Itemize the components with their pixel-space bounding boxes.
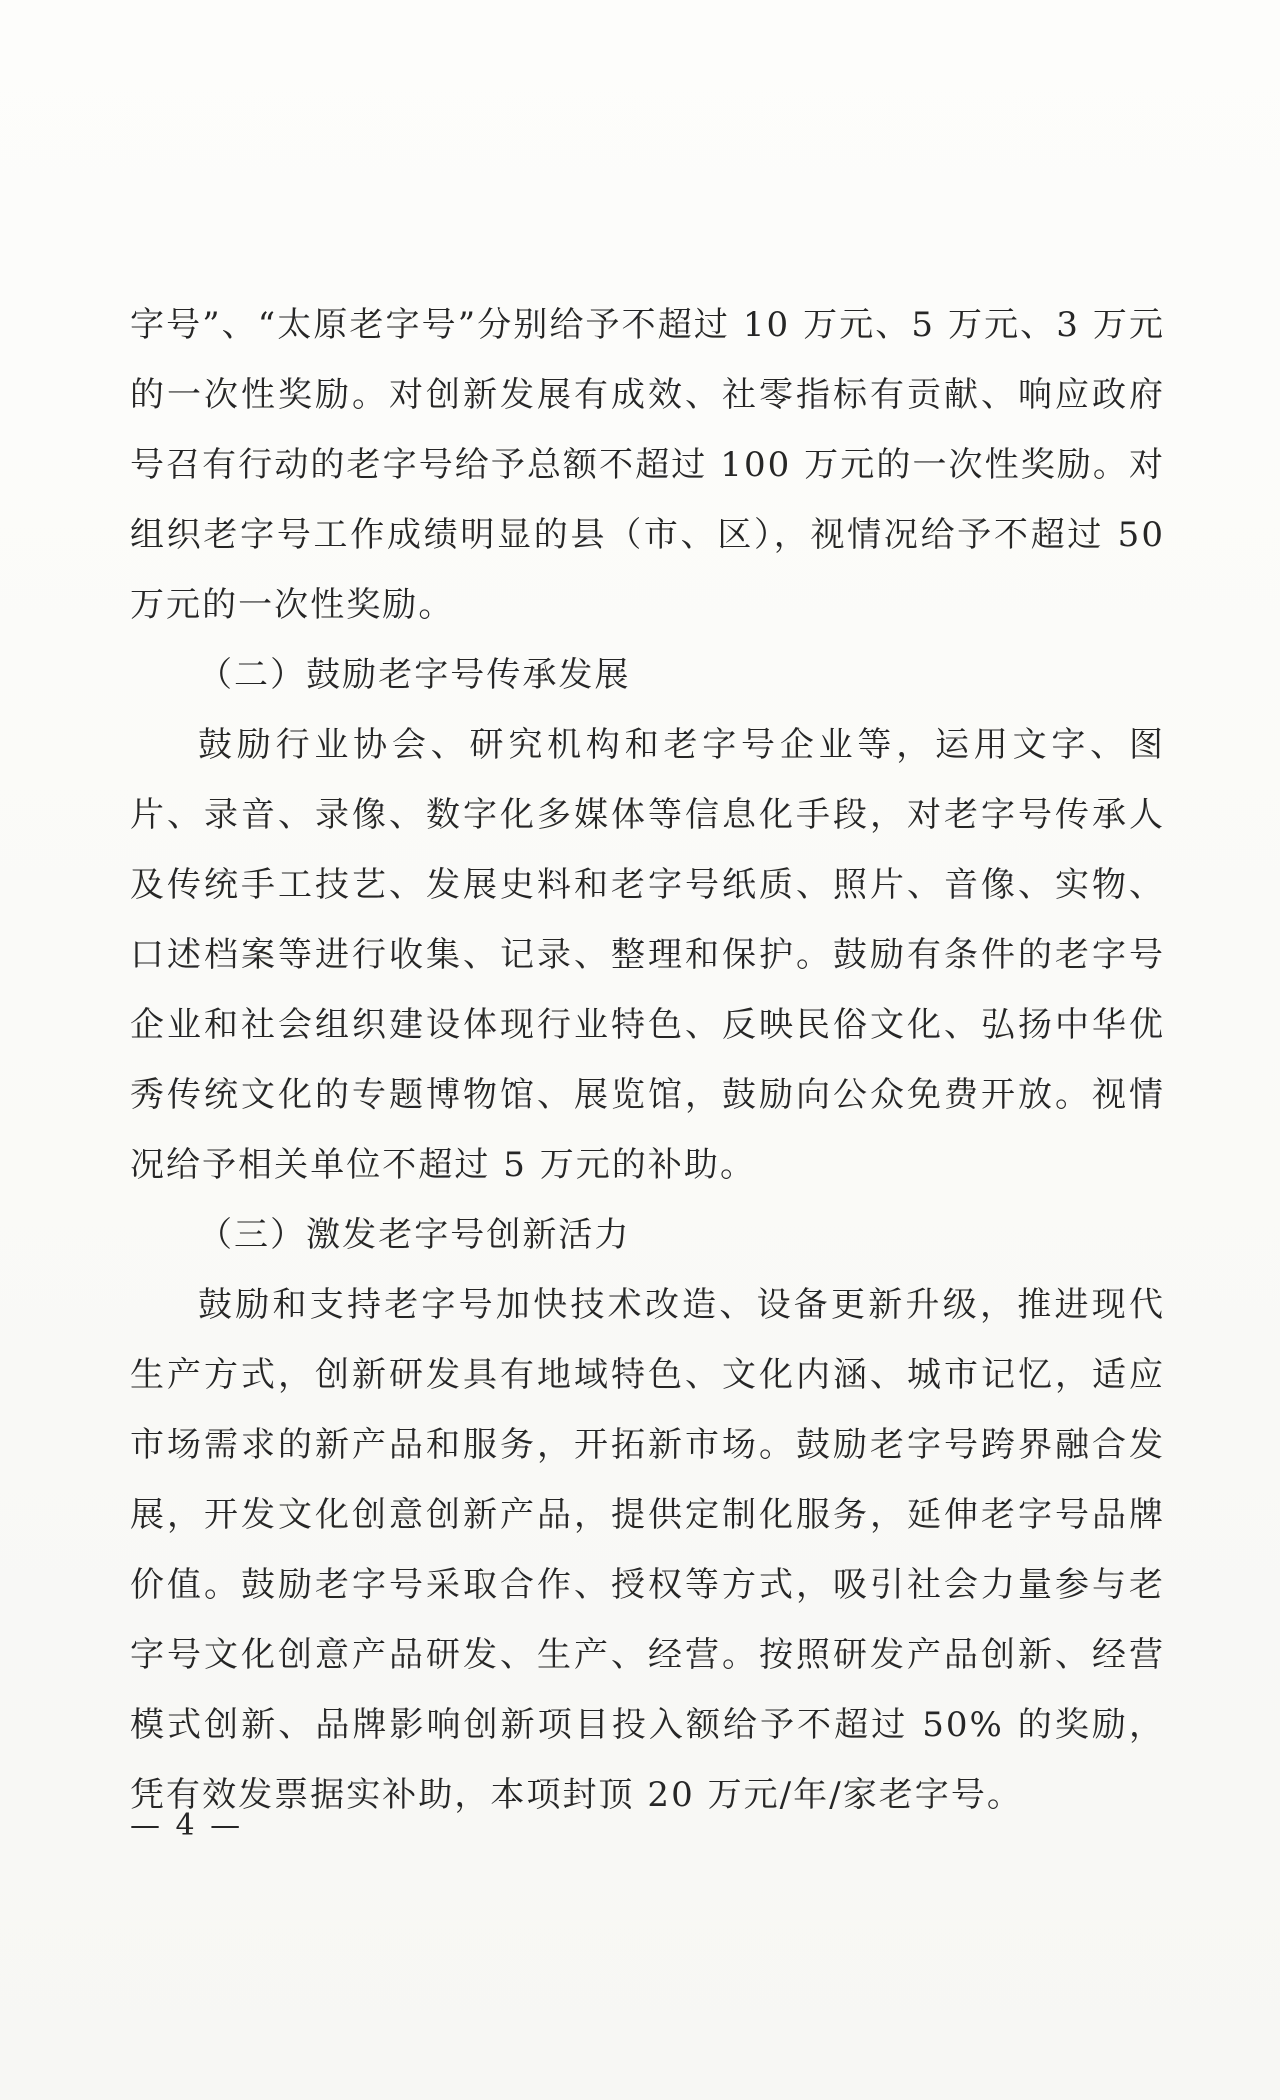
paragraph-continuation: 字号”、“太原老字号”分别给予不超过 10 万元、5 万元、3 万元的一次性奖励。对创新发展有成效、社零指标有贡献、响应政府号召有行动的老字号给予总额不超过 100 万元的一次性奖励。对组织老字号工作成绩明显的县（市、区），视情况给予不超过 50 万元的一次性奖励。 xyxy=(130,305,1165,625)
paragraph-innovation: 鼓励和支持老字号加快技术改造、设备更新升级，推进现代生产方式，创新研发具有地域特色、文化内涵、城市记忆，适应市场需求的新产品和服务，开拓新市场。鼓励老字号跨界融合发展，开发文化创意创新产品，提供定制化服务，延伸老字号品牌价值。鼓励老字号采取合作、授权等方式，吸引社会力量参与老字号文化创意产品研发、生产、经营。按照研发产品创新、经营模式创新、品牌影响创新项目投入额给予不超过 50% 的奖励，凭有效发票据实补助，本项封顶 20 万元/年/家老字号。 xyxy=(130,1285,1165,1815)
section-heading-2: （二）鼓励老字号传承发展 xyxy=(198,655,631,695)
section-heading-3: （三）激发老字号创新活力 xyxy=(198,1215,631,1255)
page-number: — 4 — xyxy=(130,1808,244,1843)
document-body xyxy=(130,290,1165,1830)
paragraph-heritage: 鼓励行业协会、研究机构和老字号企业等，运用文字、图片、录音、录像、数字化多媒体等信息化手段，对老字号传承人及传统手工技艺、发展史料和老字号纸质、照片、音像、实物、口述档案等进行收集、记录、整理和保护。鼓励有条件的老字号企业和社会组织建设体现行业特色、反映民俗文化、弘扬中华优秀传统文化的专题博物馆、展览馆，鼓励向公众免费开放。视情况给予相关单位不超过 5 万元的补助。 xyxy=(130,725,1165,1185)
